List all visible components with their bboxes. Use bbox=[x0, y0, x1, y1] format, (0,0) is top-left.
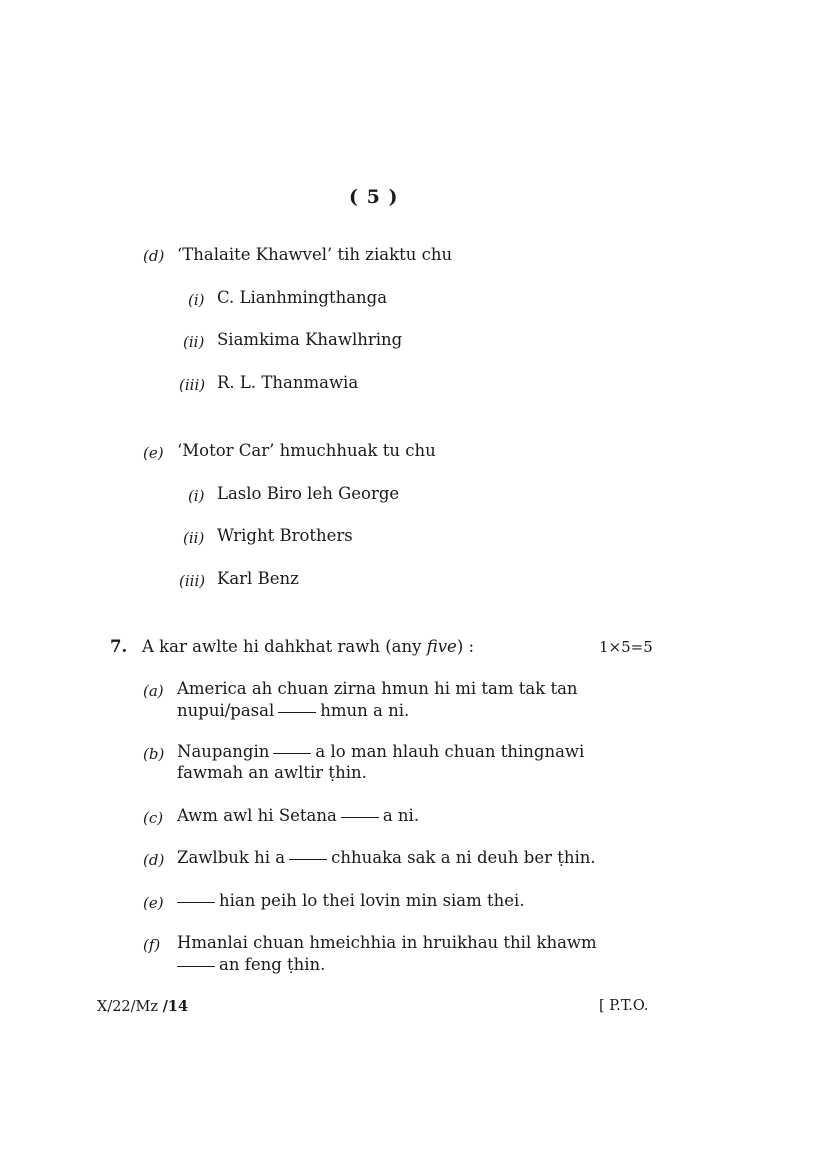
q7a-line1: America ah chuan zirna hmun hi mi tam tak tan bbox=[177, 679, 578, 698]
q6d-label: (d) bbox=[143, 247, 165, 265]
fill-blank bbox=[177, 965, 215, 967]
q7a-label: (a) bbox=[143, 682, 164, 700]
q7c-text: Awm awl hi Setana a ni. bbox=[177, 806, 420, 825]
q6d-option-label: (ii) bbox=[183, 333, 205, 351]
fill-blank bbox=[278, 711, 316, 713]
q6e-option-text: Karl Benz bbox=[217, 569, 299, 588]
q7a-line2: nupui/pasal hmun a ni. bbox=[177, 701, 410, 720]
q7f-line2: an feng ṭhin. bbox=[177, 955, 325, 974]
q6d-option-text: Siamkima Khawlhring bbox=[217, 330, 403, 349]
q6d-option-text: C. Lianhmingthanga bbox=[217, 288, 388, 307]
q7d-label: (d) bbox=[143, 851, 165, 869]
q7f-label: (f) bbox=[143, 936, 161, 954]
fill-blank bbox=[177, 901, 215, 903]
q7-instruction: A kar awlte hi dahkhat rawh (any five) : bbox=[142, 637, 475, 656]
fill-blank bbox=[341, 816, 379, 818]
fill-blank bbox=[289, 858, 327, 860]
q6e-option-label: (i) bbox=[188, 487, 205, 505]
q7d-text: Zawlbuk hi a chhuaka sak a ni deuh ber ṭhin. bbox=[177, 848, 596, 867]
q7b-line1: Naupangin a lo man hlauh chuan thingnawi bbox=[177, 742, 585, 761]
q6d-question: ‘Thalaite Khawvel’ tih ziaktu chu bbox=[177, 245, 453, 264]
q6e-label: (e) bbox=[143, 444, 164, 462]
q6e-option-text: Laslo Biro leh George bbox=[217, 484, 400, 503]
q6d-option-text: R. L. Thanmawia bbox=[217, 373, 359, 392]
q7b-line2: fawmah an awltir ṭhin. bbox=[177, 763, 367, 782]
q6e-question: ‘Motor Car’ hmuchhuak tu chu bbox=[177, 441, 436, 460]
q7-marks: 1×5=5 bbox=[599, 638, 653, 656]
fill-blank bbox=[273, 752, 311, 754]
q6d-option-label: (i) bbox=[188, 291, 205, 309]
q7b-label: (b) bbox=[143, 745, 165, 763]
q7c-label: (c) bbox=[143, 809, 164, 827]
pto-marker: [ P.T.O. bbox=[599, 998, 649, 1014]
question-number: 7. bbox=[110, 637, 128, 656]
q6e-option-label: (iii) bbox=[179, 572, 206, 590]
page-number: ( 5 ) bbox=[349, 186, 399, 208]
q7e-text: hian peih lo thei lovin min siam thei. bbox=[177, 891, 525, 910]
q6d-option-label: (iii) bbox=[179, 376, 206, 394]
q6e-option-text: Wright Brothers bbox=[217, 526, 353, 545]
paper-code: X/22/Mz /14 bbox=[97, 998, 189, 1015]
q7e-label: (e) bbox=[143, 894, 164, 912]
q6e-option-label: (ii) bbox=[183, 529, 205, 547]
q7f-line1: Hmanlai chuan hmeichhia in hruikhau thil khawm bbox=[177, 933, 597, 952]
